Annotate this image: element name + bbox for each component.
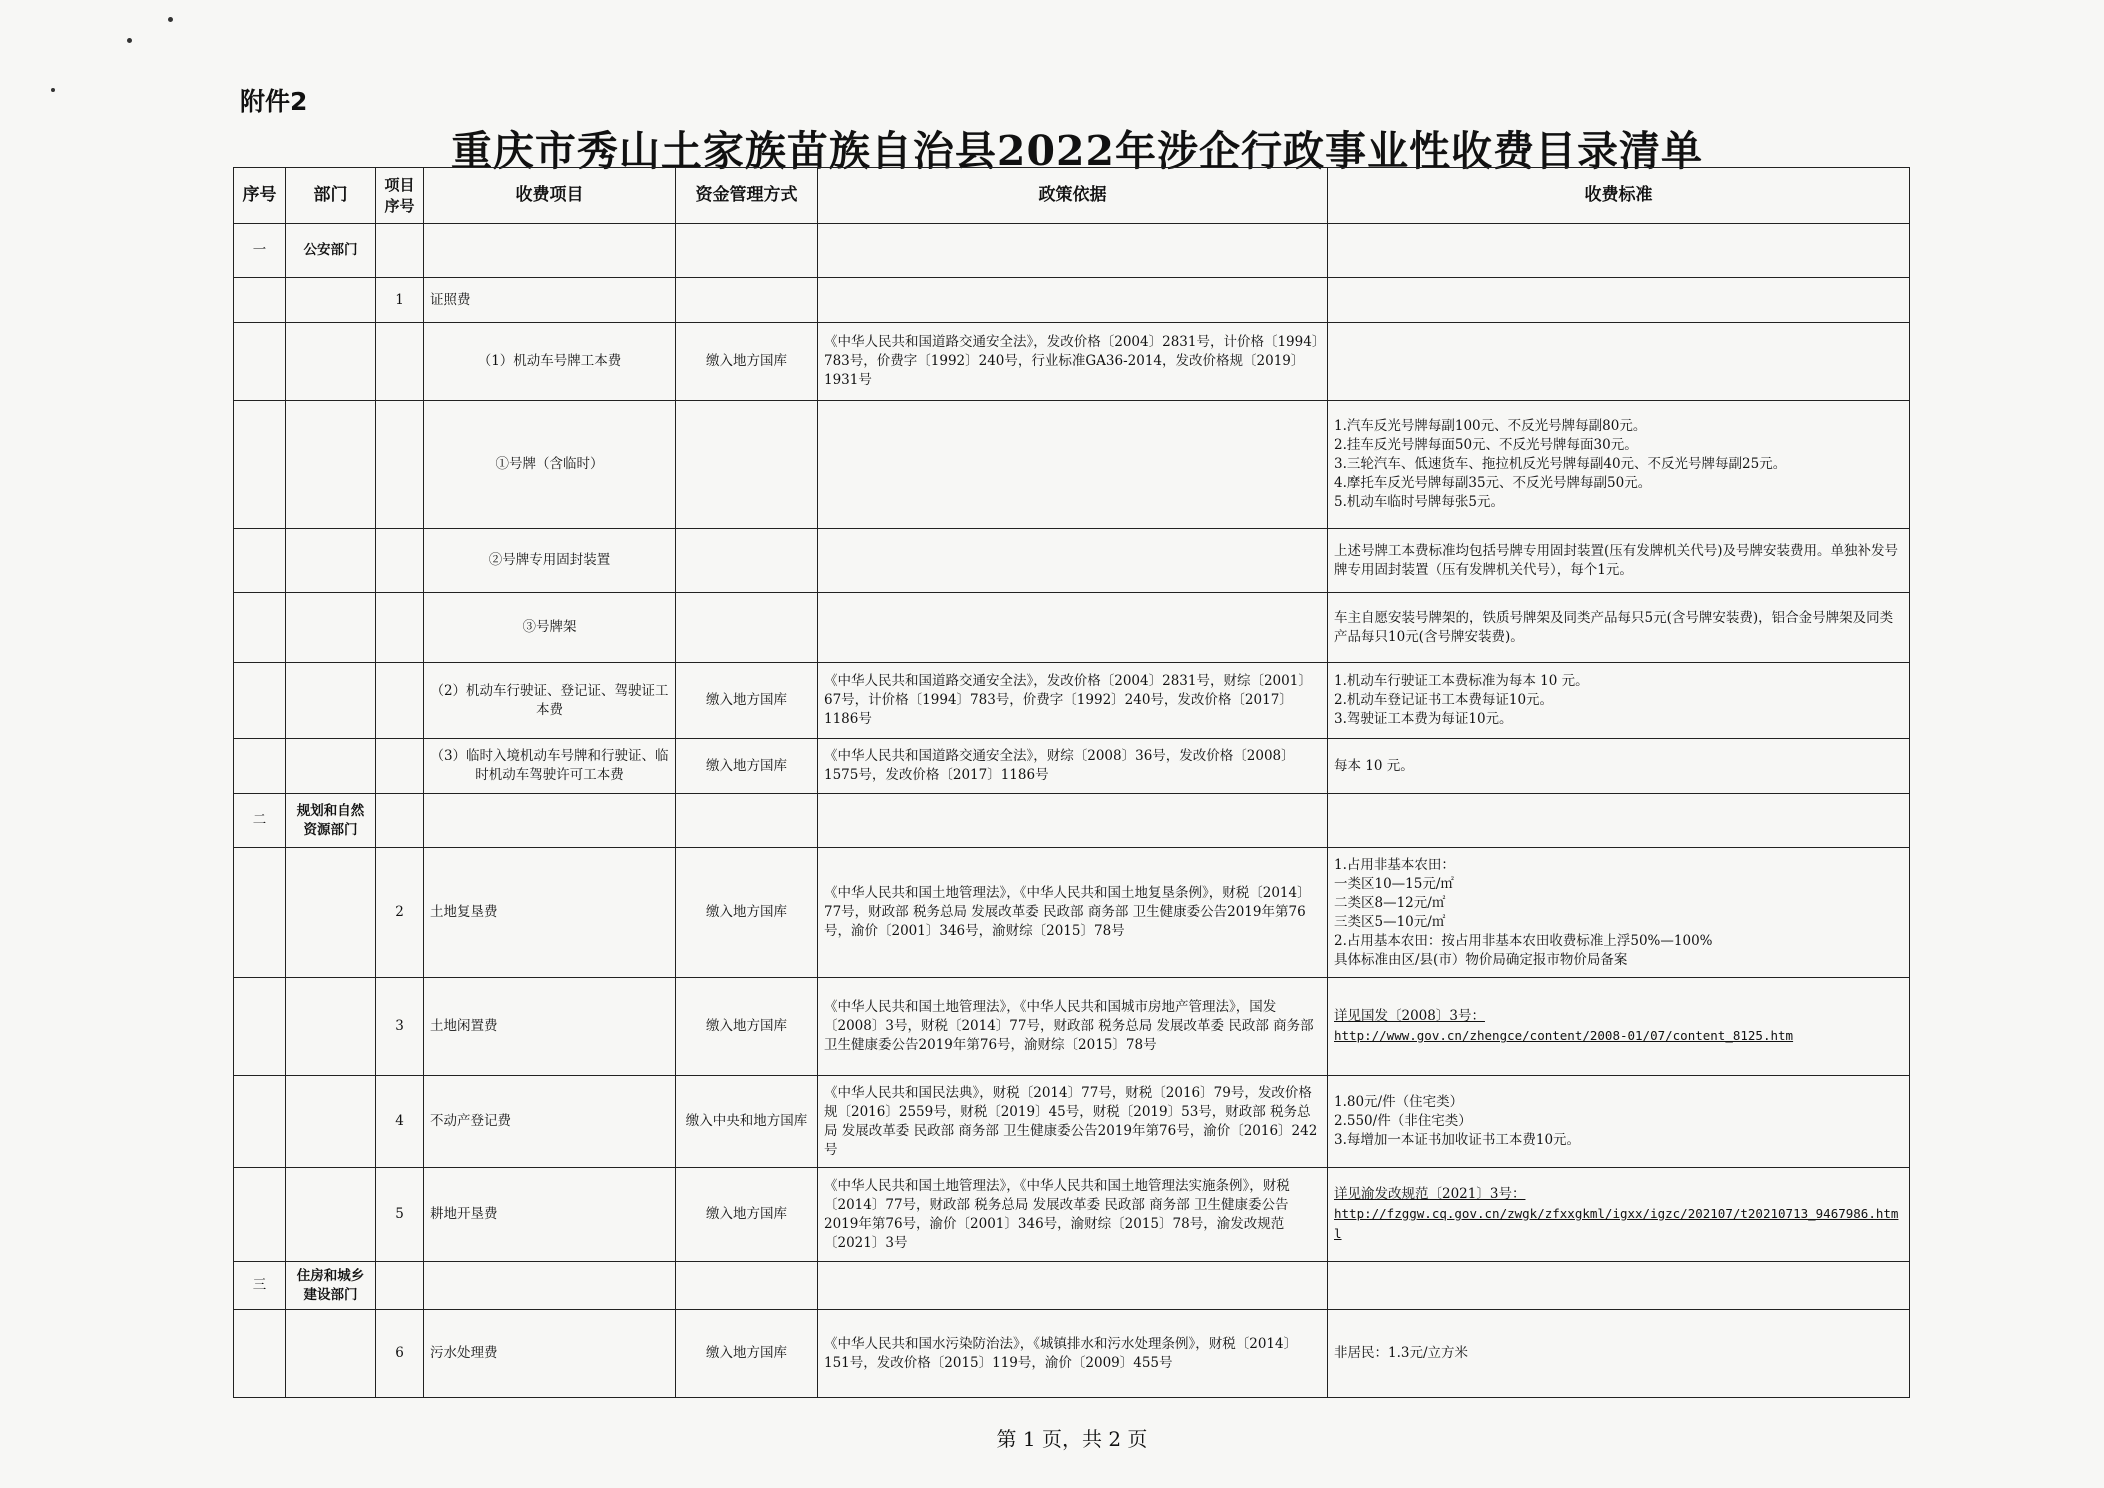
standard-line: 3.驾驶证工本费为每证10元。 xyxy=(1334,711,1513,727)
section-no: 二 xyxy=(234,794,286,848)
fee-standard: 车主自愿安装号牌架的，铁质号牌架及同类产品每只5元(含号牌安装费)，铝合金号牌架及同类产品每只10元(含号牌安装费)。 xyxy=(1328,593,1910,663)
item-name: 证照费 xyxy=(424,278,676,323)
section-dept: 住房和城乡建设部门 xyxy=(286,1262,376,1310)
standard-line: 3.每增加一本证书加收证书工本费10元。 xyxy=(1334,1132,1581,1148)
policy-basis: 《中华人民共和国水污染防治法》，《城镇排水和污水处理条例》，财税〔2014〕151号，发改价格〔2015〕119号，渝价〔2009〕455号 xyxy=(818,1310,1328,1398)
page-title: 重庆市秀山土家族苗族自治县2022年涉企行政事业性收费目录清单 xyxy=(450,127,1704,175)
standard-line: 2.挂车反光号牌每面50元、不反光号牌每面30元。 xyxy=(1334,437,1638,453)
standard-line: 二类区8—12元/㎡ xyxy=(1334,894,1446,911)
item-name: （3）临时入境机动车号牌和行驶证、临时机动车驾驶许可工本费 xyxy=(424,739,676,794)
item-no: 3 xyxy=(376,978,424,1076)
fee-catalog-table xyxy=(233,167,1910,1398)
standard-line: 2.550/件（非住宅类） xyxy=(1334,1113,1472,1129)
fund-method: 缴入中央和地方国库 xyxy=(676,1076,818,1168)
policy-basis: 《中华人民共和国道路交通安全法》，财综〔2008〕36号，发改价格〔2008〕1575号，发改价格〔2017〕1186号 xyxy=(818,739,1328,794)
fund-method: 缴入地方国库 xyxy=(676,323,818,401)
standard-line: 1.80元/件（住宅类） xyxy=(1334,1094,1464,1110)
item-name: ③号牌架 xyxy=(424,593,676,663)
fund-method: 缴入地方国库 xyxy=(676,978,818,1076)
fee-standard: 非居民：1.3元/立方米 xyxy=(1328,1310,1910,1398)
section-no: 三 xyxy=(234,1262,286,1310)
fund-method: 缴入地方国库 xyxy=(676,663,818,739)
standard-link[interactable]: http://www.gov.cn/zhengce/content/2008-01/07/content_8125.htm xyxy=(1334,1028,1794,1043)
fee-standard: 上述号牌工本费标准均包括号牌专用固封装置(压有发牌机关代号)及号牌安装费用。单独补发号牌专用固封装置（压有发牌机关代号），每个1元。 xyxy=(1328,529,1910,593)
policy-basis: 《中华人民共和国道路交通安全法》，发改价格〔2004〕2831号，计价格〔1994〕783号，价费字〔1992〕240号，行业标准GA36-2014，发改价格规〔2019〕1931号 xyxy=(818,323,1328,401)
policy-basis: 《中华人民共和国土地管理法》，《中华人民共和国土地复垦条例》，财税〔2014〕77号，财政部 税务总局 发展改革委 民政部 商务部 卫生健康委公告2019年第76号，渝价〔2001〕346号，渝财综〔2015〕78号 xyxy=(818,848,1328,978)
section-row xyxy=(234,794,1910,848)
standard-line: 1.机动车行驶证工本费标准为每本 10 元。 xyxy=(1334,673,1589,689)
table-row xyxy=(234,663,1910,739)
fee-standard xyxy=(1328,978,1910,1076)
header-fund: 资金管理方式 xyxy=(676,168,818,224)
table-row xyxy=(234,323,1910,401)
standard-line: 具体标准由区/县(市）物价局确定报市物价局备案 xyxy=(1334,951,1628,968)
standard-link[interactable]: http://fzggw.cq.gov.cn/zwgk/zfxxgkml/igxx/igzc/202107/t20210713_9467986.html xyxy=(1334,1206,1899,1241)
item-name: ①号牌（含临时） xyxy=(424,401,676,529)
fee-standard: 每本 10 元。 xyxy=(1328,739,1910,794)
item-name: ②号牌专用固封装置 xyxy=(424,529,676,593)
fee-standard xyxy=(1328,1076,1910,1168)
section-row xyxy=(234,224,1910,278)
fund-method: 缴入地方国库 xyxy=(676,1168,818,1262)
header-dept: 部门 xyxy=(286,168,376,224)
scan-speck xyxy=(127,38,132,43)
scan-speck xyxy=(51,88,55,92)
policy-basis: 《中华人民共和国道路交通安全法》，发改价格〔2004〕2831号，财综〔2001〕67号，计价格〔1994〕783号，价费字〔1992〕240号，发改价格〔2017〕1186号 xyxy=(818,663,1328,739)
fee-standard xyxy=(1328,848,1910,978)
standard-line: 3.三轮汽车、低速货车、拖拉机反光号牌每副40元、不反光号牌每副25元。 xyxy=(1334,456,1787,472)
policy-basis: 《中华人民共和国土地管理法》，《中华人民共和国城市房地产管理法》，国发〔2008〕3号，财税〔2014〕77号，财政部 税务总局 发展改革委 民政部 商务部 卫生健康委公告2019年第76号，渝财综〔2015〕78号 xyxy=(818,978,1328,1076)
fee-standard xyxy=(1328,401,1910,529)
standard-line: 5.机动车临时号牌每张5元。 xyxy=(1334,494,1504,510)
standard-line: 详见渝发改规范〔2021〕3号： xyxy=(1334,1186,1526,1202)
attachment-label: 附件2 xyxy=(240,87,308,116)
item-name: 土地复垦费 xyxy=(424,848,676,978)
table-row xyxy=(234,978,1910,1076)
table-row xyxy=(234,848,1910,978)
item-no: 1 xyxy=(376,278,424,323)
item-no: 6 xyxy=(376,1310,424,1398)
item-name: 不动产登记费 xyxy=(424,1076,676,1168)
header-standard: 收费标准 xyxy=(1328,168,1910,224)
table-row xyxy=(234,1076,1910,1168)
standard-line: 2.占用基本农田：按占用非基本农田收费标准上浮50%—100% xyxy=(1334,932,1713,949)
header-item: 收费项目 xyxy=(424,168,676,224)
standard-line: 1.汽车反光号牌每副100元、不反光号牌每副80元。 xyxy=(1334,418,1647,434)
item-name: （2）机动车行驶证、登记证、驾驶证工本费 xyxy=(424,663,676,739)
section-row xyxy=(234,1262,1910,1310)
scan-speck xyxy=(168,17,173,22)
item-no: 4 xyxy=(376,1076,424,1168)
section-dept: 公安部门 xyxy=(286,224,376,278)
table-row xyxy=(234,593,1910,663)
table-row xyxy=(234,1168,1910,1262)
fund-method: 缴入地方国库 xyxy=(676,739,818,794)
standard-line: 2.机动车登记证书工本费每证10元。 xyxy=(1334,692,1554,708)
item-no: 2 xyxy=(376,848,424,978)
fund-method: 缴入地方国库 xyxy=(676,848,818,978)
table-row xyxy=(234,1310,1910,1398)
standard-line: 一类区10—15元/㎡ xyxy=(1334,875,1454,892)
header-item-no: 项目 序号 xyxy=(376,168,424,224)
item-name: 耕地开垦费 xyxy=(424,1168,676,1262)
section-dept: 规划和自然资源部门 xyxy=(286,794,376,848)
table-row xyxy=(234,529,1910,593)
header-row xyxy=(234,168,1910,224)
item-no: 5 xyxy=(376,1168,424,1262)
page-footer: 第 1 页，共 2 页 xyxy=(996,1427,1148,1451)
standard-line: 三类区5—10元/㎡ xyxy=(1334,913,1446,930)
standard-line: 详见国发〔2008〕3号： xyxy=(1334,1008,1485,1024)
policy-basis: 《中华人民共和国民法典》，财税〔2014〕77号，财税〔2016〕79号，发改价格规〔2016〕2559号，财税〔2019〕45号，财税〔2019〕53号，财政部 税务总局 发展改革委 民政部 商务部 卫生健康委公告2019年第76号，渝价〔2016〕242号 xyxy=(818,1076,1328,1168)
table-row xyxy=(234,401,1910,529)
item-name: （1）机动车号牌工本费 xyxy=(424,323,676,401)
fee-standard xyxy=(1328,1168,1910,1262)
section-no: 一 xyxy=(234,224,286,278)
header-basis: 政策依据 xyxy=(818,168,1328,224)
standard-line: 1.占用非基本农田： xyxy=(1334,856,1455,873)
item-name: 土地闲置费 xyxy=(424,978,676,1076)
standard-line: 4.摩托车反光号牌每副35元、不反光号牌每副50元。 xyxy=(1334,475,1652,491)
table-row xyxy=(234,739,1910,794)
header-no: 序号 xyxy=(234,168,286,224)
item-name: 污水处理费 xyxy=(424,1310,676,1398)
fee-standard xyxy=(1328,663,1910,739)
fund-method: 缴入地方国库 xyxy=(676,1310,818,1398)
table-row xyxy=(234,278,1910,323)
policy-basis: 《中华人民共和国土地管理法》，《中华人民共和国土地管理法实施条例》，财税〔2014〕77号，财政部 税务总局 发展改革委 民政部 商务部 卫生健康委公告2019年第76号，渝价〔2001〕346号，渝财综〔2015〕78号，渝发改规范〔2021〕3号 xyxy=(818,1168,1328,1262)
